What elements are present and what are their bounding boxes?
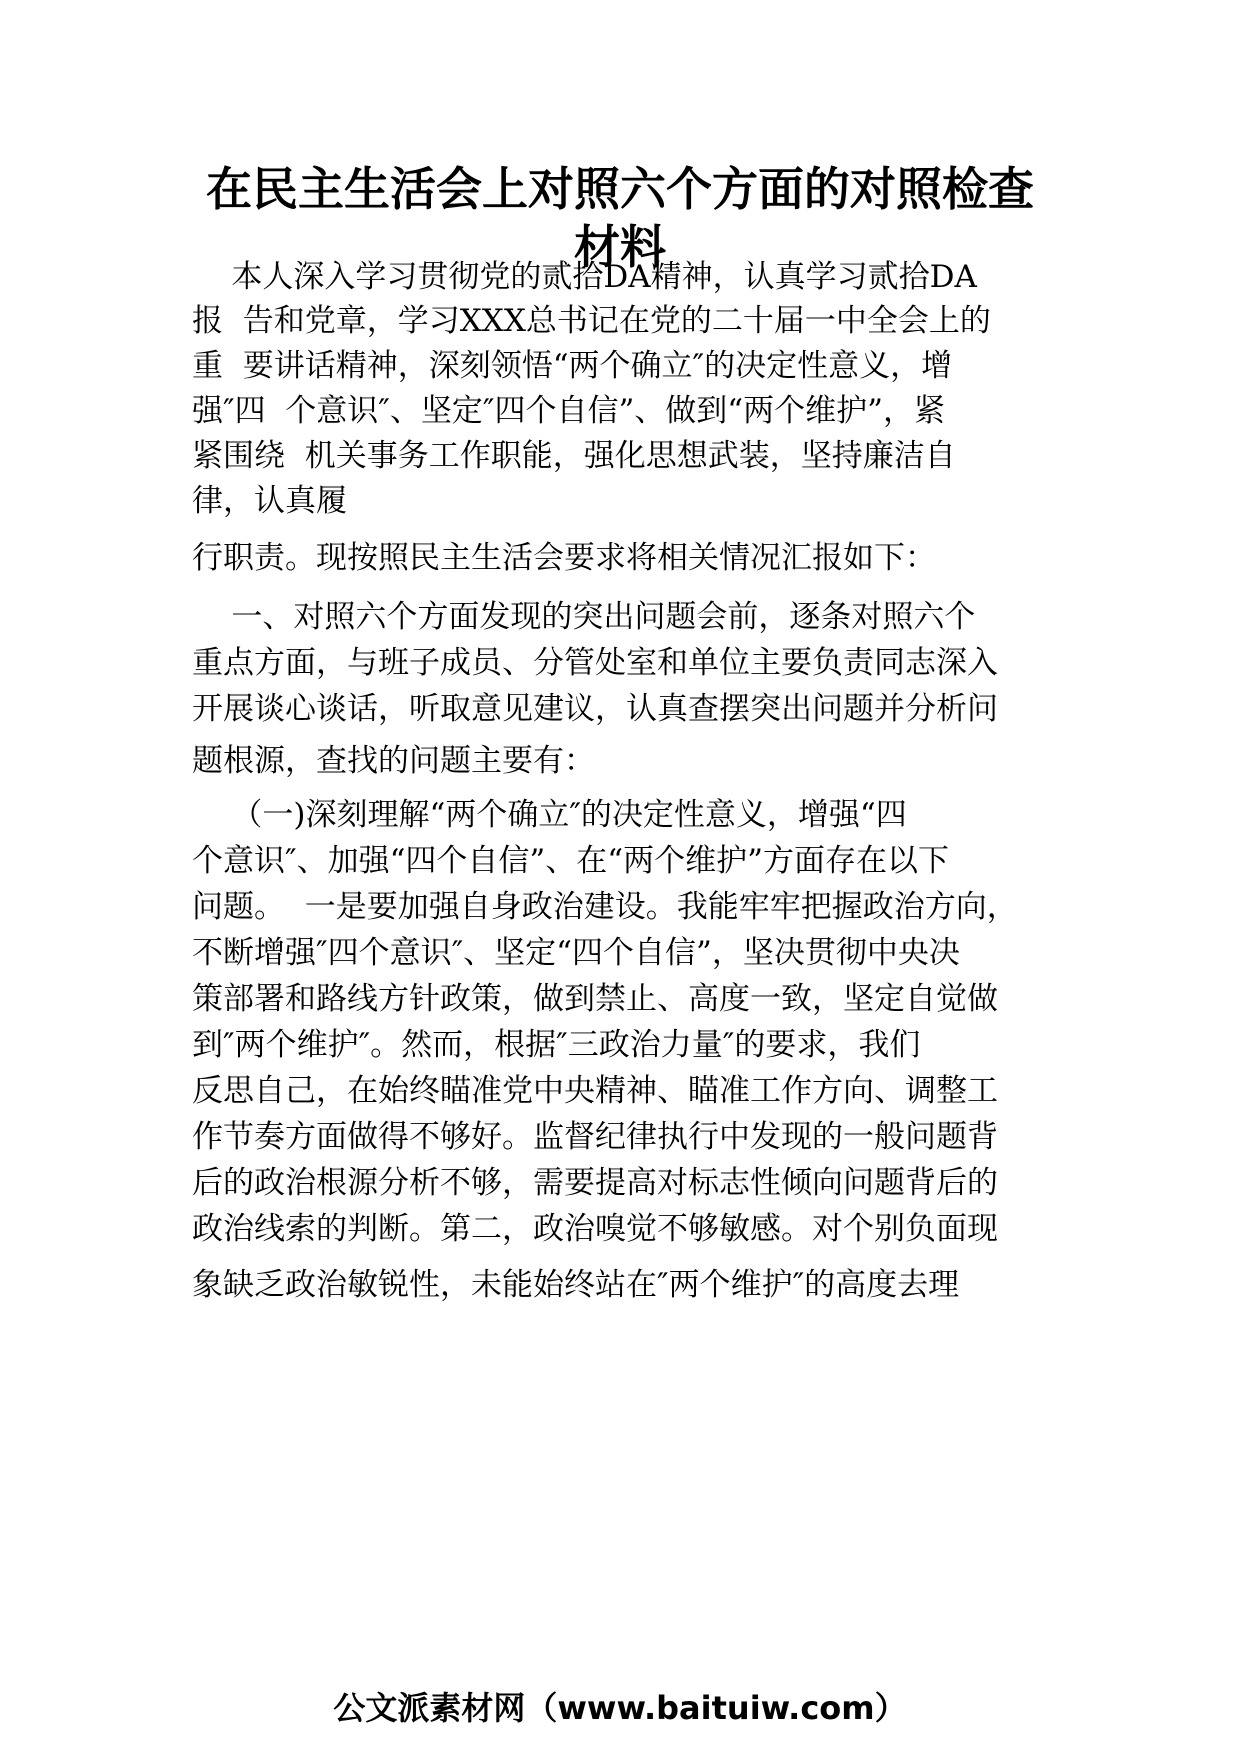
body-line: 开展谈心谈话，听取意见建议，认真查摆突出问题并分析问 (192, 691, 998, 727)
body-line: 不断增强″四个意识″、坚定“四个自信”，坚决贯彻中央决 (192, 935, 960, 971)
body-line: 题根源，查找的问题主要有： (192, 743, 595, 779)
body-line: 紧围绕 机关事务工作职能，强化思想武装，坚持廉洁自 (192, 438, 956, 474)
body-line: 本人深入学习贯彻党的贰拾DA精神，认真学习贰拾DA (192, 259, 977, 295)
document-title-line-2: 材料 (574, 220, 666, 274)
body-line: 象缺乏政治敏锐性，未能始终站在″两个维护″的高度去理 (192, 1267, 960, 1303)
body-line: 政治线索的判断。第二，政治嗅觉不够敏感。对个别负面现 (192, 1211, 998, 1247)
body-line: 强″四 个意识″、坚定″四个自信”、做到“两个维护”，紧 (192, 393, 945, 429)
body-line: 反思自己，在始终瞄准党中央精神、瞄准工作方向、调整工 (192, 1073, 998, 1109)
footer-watermark: 公文派素材网（www.baituiw.com） (333, 1689, 907, 1727)
body-line: 策部署和路线方针政策，做到禁止、高度一致，坚定自觉做 (192, 981, 998, 1017)
body-line: 重 要讲话精神，深刻领悟“两个确立″的决定性意义，增 (192, 348, 953, 384)
body-line: 到″两个维护″。然而，根据″三政治力量″的要求，我们 (192, 1027, 921, 1063)
body-line: 后的政治根源分析不够，需要提高对标志性倾向问题背后的 (192, 1165, 998, 1201)
document-title-line-1: 在民主生活会上对照六个方面的对照检查 (206, 162, 1034, 216)
body-line: （一)深刻理解“两个确立″的决定性意义，增强“四 (192, 797, 907, 833)
body-line: 作节奏方面做得不够好。监督纪律执行中发现的一般问题背 (192, 1119, 998, 1155)
body-line: 重点方面，与班子成员、分管处室和单位主要负责同志深入 (192, 645, 998, 681)
body-line: 个意识″、加强“四个自信”、在“两个维护”方面存在以下 (192, 843, 949, 879)
body-line: 行职责。现按照民主生活会要求将相关情况汇报如下： (192, 540, 936, 576)
body-line: 报 告和党章，学习XXX总书记在党的二十届一中全会上的 (192, 303, 991, 339)
body-line: 律，认真履 (192, 483, 347, 519)
body-line: 一、对照六个方面发现的突出问题会前，逐条对照六个 (192, 599, 976, 635)
body-line: 问题。 一是要加强自身政治建设。我能牢牢把握政治方向， (192, 889, 1018, 925)
